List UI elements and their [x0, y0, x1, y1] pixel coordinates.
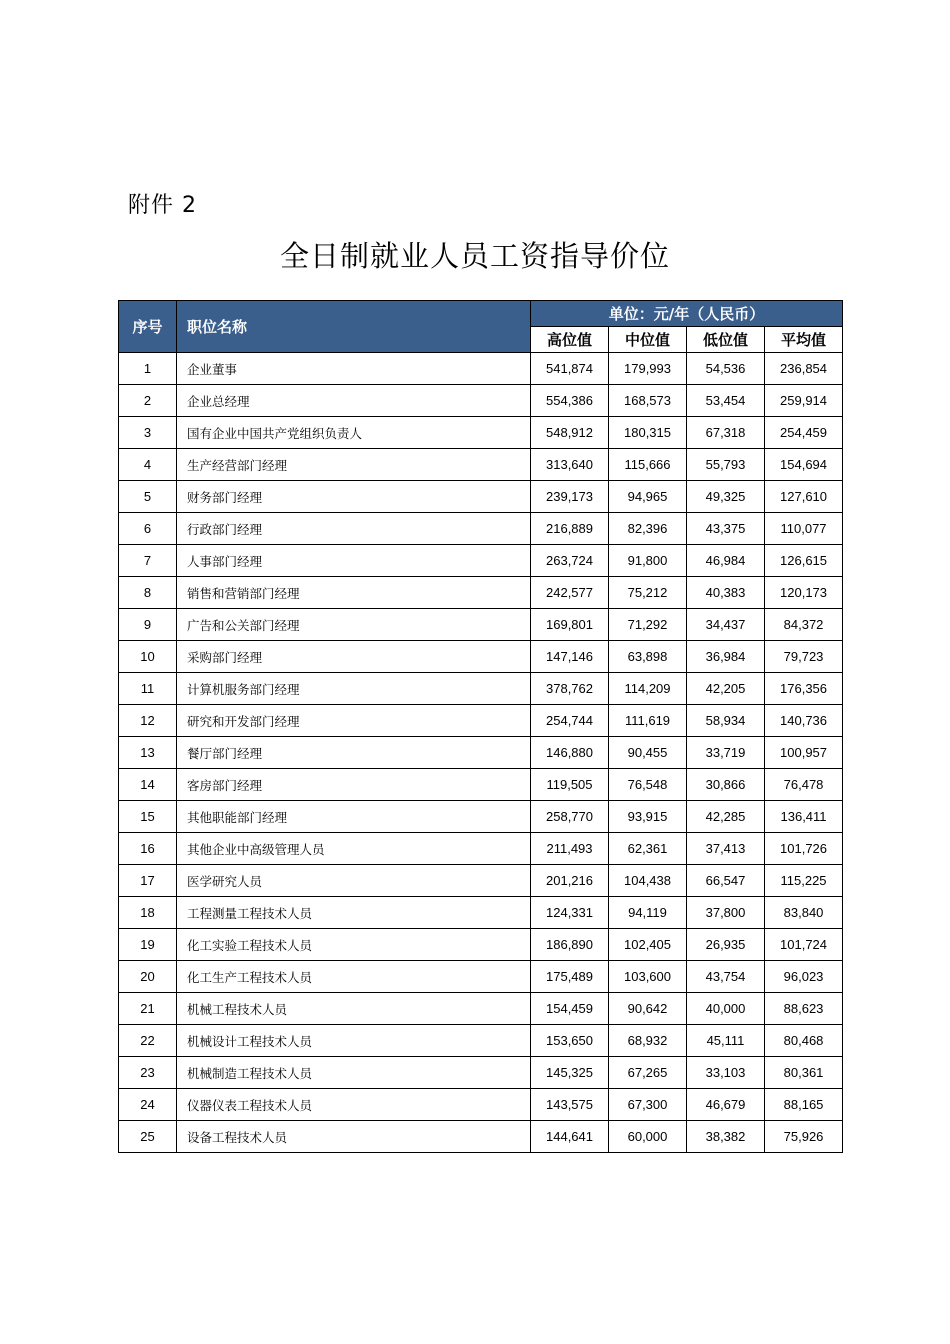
row-number: 23: [119, 1057, 177, 1089]
row-mid: 67,265: [609, 1057, 687, 1089]
table-row: [119, 385, 843, 417]
row-number: 25: [119, 1121, 177, 1153]
row-mid: 93,915: [609, 801, 687, 833]
row-number: 20: [119, 961, 177, 993]
row-position-name: 财务部门经理: [177, 481, 531, 513]
row-low: 37,800: [687, 897, 765, 929]
row-avg: 120,173: [765, 577, 843, 609]
row-position-name: 广告和公关部门经理: [177, 609, 531, 641]
row-position-name: 企业总经理: [177, 385, 531, 417]
header-high: 高位值: [531, 327, 609, 353]
row-low: 53,454: [687, 385, 765, 417]
row-low: 67,318: [687, 417, 765, 449]
row-position-name: 人事部门经理: [177, 545, 531, 577]
row-number: 5: [119, 481, 177, 513]
row-number: 21: [119, 993, 177, 1025]
row-position-name: 机械工程技术人员: [177, 993, 531, 1025]
row-position-name: 化工实验工程技术人员: [177, 929, 531, 961]
row-high: 154,459: [531, 993, 609, 1025]
row-high: 146,880: [531, 737, 609, 769]
row-low: 34,437: [687, 609, 765, 641]
table-row: [119, 993, 843, 1025]
salary-table: [118, 300, 843, 1153]
row-avg: 101,726: [765, 833, 843, 865]
row-mid: 90,642: [609, 993, 687, 1025]
row-position-name: 机械制造工程技术人员: [177, 1057, 531, 1089]
table-row: [119, 577, 843, 609]
header-unit: 单位：元/年（人民币）: [531, 301, 843, 327]
table-row: [119, 545, 843, 577]
row-low: 38,382: [687, 1121, 765, 1153]
row-high: 378,762: [531, 673, 609, 705]
row-number: 24: [119, 1089, 177, 1121]
header-avg: 平均值: [765, 327, 843, 353]
row-position-name: 其他企业中高级管理人员: [177, 833, 531, 865]
row-low: 36,984: [687, 641, 765, 673]
row-high: 211,493: [531, 833, 609, 865]
table-row: [119, 833, 843, 865]
table-row: [119, 673, 843, 705]
row-mid: 94,965: [609, 481, 687, 513]
row-low: 45,111: [687, 1025, 765, 1057]
row-mid: 114,209: [609, 673, 687, 705]
row-high: 216,889: [531, 513, 609, 545]
row-high: 239,173: [531, 481, 609, 513]
row-position-name: 生产经营部门经理: [177, 449, 531, 481]
row-mid: 103,600: [609, 961, 687, 993]
row-avg: 80,468: [765, 1025, 843, 1057]
row-high: 145,325: [531, 1057, 609, 1089]
row-position-name: 企业董事: [177, 353, 531, 385]
row-high: 186,890: [531, 929, 609, 961]
row-mid: 115,666: [609, 449, 687, 481]
row-avg: 79,723: [765, 641, 843, 673]
row-high: 201,216: [531, 865, 609, 897]
row-mid: 179,993: [609, 353, 687, 385]
row-position-name: 其他职能部门经理: [177, 801, 531, 833]
row-avg: 83,840: [765, 897, 843, 929]
row-mid: 104,438: [609, 865, 687, 897]
row-high: 143,575: [531, 1089, 609, 1121]
row-mid: 94,119: [609, 897, 687, 929]
row-number: 16: [119, 833, 177, 865]
row-number: 3: [119, 417, 177, 449]
table-row: [119, 1121, 843, 1153]
table-row: [119, 961, 843, 993]
row-number: 8: [119, 577, 177, 609]
table-row: [119, 929, 843, 961]
row-low: 30,866: [687, 769, 765, 801]
row-position-name: 医学研究人员: [177, 865, 531, 897]
row-avg: 126,615: [765, 545, 843, 577]
row-mid: 91,800: [609, 545, 687, 577]
row-avg: 100,957: [765, 737, 843, 769]
row-high: 147,146: [531, 641, 609, 673]
row-number: 6: [119, 513, 177, 545]
row-mid: 102,405: [609, 929, 687, 961]
row-position-name: 计算机服务部门经理: [177, 673, 531, 705]
row-low: 42,285: [687, 801, 765, 833]
row-avg: 88,165: [765, 1089, 843, 1121]
row-position-name: 设备工程技术人员: [177, 1121, 531, 1153]
row-number: 14: [119, 769, 177, 801]
table-row: [119, 897, 843, 929]
row-high: 541,874: [531, 353, 609, 385]
row-mid: 90,455: [609, 737, 687, 769]
row-low: 58,934: [687, 705, 765, 737]
row-low: 33,103: [687, 1057, 765, 1089]
table-row: [119, 1089, 843, 1121]
row-avg: 115,225: [765, 865, 843, 897]
row-low: 54,536: [687, 353, 765, 385]
row-position-name: 化工生产工程技术人员: [177, 961, 531, 993]
row-number: 2: [119, 385, 177, 417]
row-mid: 82,396: [609, 513, 687, 545]
row-high: 313,640: [531, 449, 609, 481]
row-high: 242,577: [531, 577, 609, 609]
row-avg: 136,411: [765, 801, 843, 833]
row-avg: 154,694: [765, 449, 843, 481]
row-mid: 111,619: [609, 705, 687, 737]
row-avg: 96,023: [765, 961, 843, 993]
table-row: [119, 801, 843, 833]
row-mid: 71,292: [609, 609, 687, 641]
row-avg: 110,077: [765, 513, 843, 545]
header-low: 低位值: [687, 327, 765, 353]
row-position-name: 采购部门经理: [177, 641, 531, 673]
row-avg: 176,356: [765, 673, 843, 705]
row-low: 42,205: [687, 673, 765, 705]
row-low: 66,547: [687, 865, 765, 897]
row-high: 548,912: [531, 417, 609, 449]
row-number: 15: [119, 801, 177, 833]
table-body: [119, 353, 843, 1153]
table-row: [119, 1025, 843, 1057]
row-avg: 84,372: [765, 609, 843, 641]
row-position-name: 工程测量工程技术人员: [177, 897, 531, 929]
row-avg: 101,724: [765, 929, 843, 961]
row-number: 17: [119, 865, 177, 897]
row-high: 258,770: [531, 801, 609, 833]
page-title: 全日制就业人员工资指导价位: [279, 239, 670, 273]
table-row: [119, 513, 843, 545]
row-avg: 254,459: [765, 417, 843, 449]
row-low: 55,793: [687, 449, 765, 481]
row-mid: 180,315: [609, 417, 687, 449]
attachment-label: 附件 2: [128, 193, 197, 218]
row-position-name: 国有企业中国共产党组织负责人: [177, 417, 531, 449]
row-high: 254,744: [531, 705, 609, 737]
table-row: [119, 737, 843, 769]
row-number: 18: [119, 897, 177, 929]
row-low: 43,375: [687, 513, 765, 545]
row-low: 37,413: [687, 833, 765, 865]
row-avg: 127,610: [765, 481, 843, 513]
row-number: 11: [119, 673, 177, 705]
row-position-name: 机械设计工程技术人员: [177, 1025, 531, 1057]
row-number: 9: [119, 609, 177, 641]
row-mid: 68,932: [609, 1025, 687, 1057]
table-row: [119, 609, 843, 641]
row-high: 153,650: [531, 1025, 609, 1057]
row-position-name: 行政部门经理: [177, 513, 531, 545]
row-number: 7: [119, 545, 177, 577]
row-mid: 62,361: [609, 833, 687, 865]
header-name: 职位名称: [177, 301, 531, 353]
header-mid: 中位值: [609, 327, 687, 353]
row-avg: 236,854: [765, 353, 843, 385]
table-row: [119, 769, 843, 801]
row-avg: 259,914: [765, 385, 843, 417]
row-low: 33,719: [687, 737, 765, 769]
row-high: 144,641: [531, 1121, 609, 1153]
row-mid: 67,300: [609, 1089, 687, 1121]
row-number: 13: [119, 737, 177, 769]
row-mid: 76,548: [609, 769, 687, 801]
row-mid: 60,000: [609, 1121, 687, 1153]
row-number: 12: [119, 705, 177, 737]
row-low: 43,754: [687, 961, 765, 993]
row-low: 46,679: [687, 1089, 765, 1121]
row-number: 22: [119, 1025, 177, 1057]
row-high: 169,801: [531, 609, 609, 641]
row-position-name: 研究和开发部门经理: [177, 705, 531, 737]
row-number: 1: [119, 353, 177, 385]
row-mid: 168,573: [609, 385, 687, 417]
row-position-name: 仪器仪表工程技术人员: [177, 1089, 531, 1121]
row-high: 119,505: [531, 769, 609, 801]
table-row: [119, 353, 843, 385]
table-row: [119, 1057, 843, 1089]
row-high: 263,724: [531, 545, 609, 577]
row-low: 46,984: [687, 545, 765, 577]
row-low: 40,000: [687, 993, 765, 1025]
row-low: 26,935: [687, 929, 765, 961]
row-avg: 76,478: [765, 769, 843, 801]
table-row: [119, 449, 843, 481]
row-mid: 63,898: [609, 641, 687, 673]
row-low: 49,325: [687, 481, 765, 513]
row-mid: 75,212: [609, 577, 687, 609]
row-avg: 80,361: [765, 1057, 843, 1089]
table-row: [119, 417, 843, 449]
row-low: 40,383: [687, 577, 765, 609]
row-high: 554,386: [531, 385, 609, 417]
row-avg: 75,926: [765, 1121, 843, 1153]
row-high: 124,331: [531, 897, 609, 929]
row-position-name: 客房部门经理: [177, 769, 531, 801]
row-avg: 140,736: [765, 705, 843, 737]
row-number: 10: [119, 641, 177, 673]
table-row: [119, 705, 843, 737]
row-number: 4: [119, 449, 177, 481]
table-row: [119, 865, 843, 897]
row-high: 175,489: [531, 961, 609, 993]
row-avg: 88,623: [765, 993, 843, 1025]
row-position-name: 销售和营销部门经理: [177, 577, 531, 609]
table-row: [119, 481, 843, 513]
header-no: 序号: [119, 301, 177, 353]
row-position-name: 餐厅部门经理: [177, 737, 531, 769]
row-number: 19: [119, 929, 177, 961]
table-row: [119, 641, 843, 673]
